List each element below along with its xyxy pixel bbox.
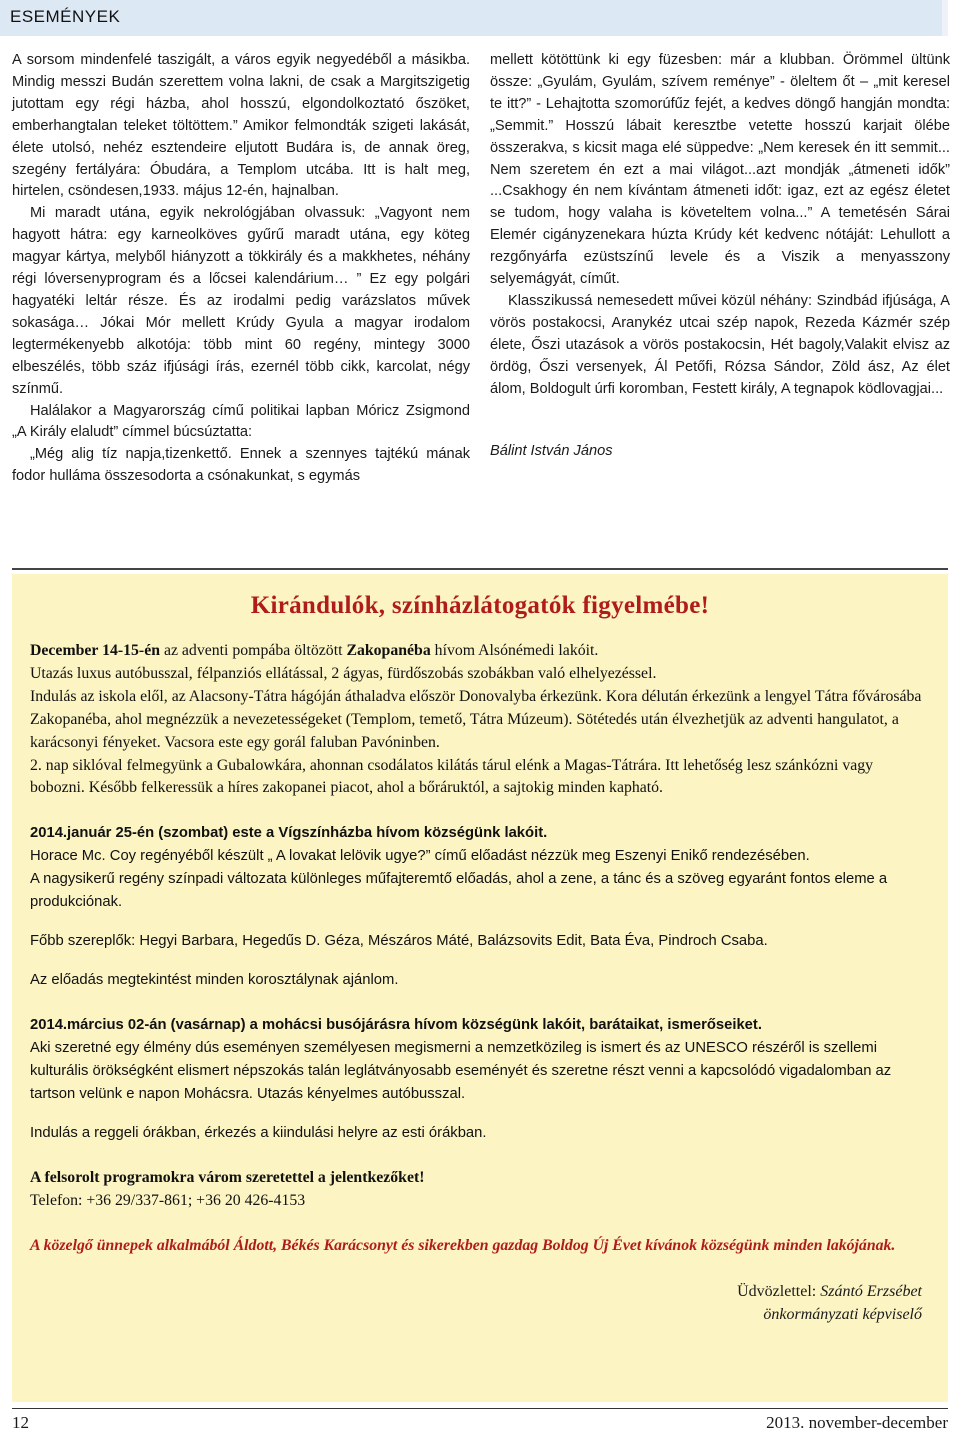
article-left-column (12, 50, 470, 488)
trip-paragraph: Utazás luxus autóbusszal, félpanziós ellátással, 2 ágyas, fürdőszobás szobákban való elhelyezéssel. (30, 664, 657, 682)
greeting-name: Szántó Erzsébet (820, 1283, 922, 1301)
mohacs-heading: 2014.március 02-án (vasárnap) a mohácsi busójárásra hívom községünk lakóit, barátaikat, ismerőseiket. (30, 1017, 762, 1034)
article-paragraph: „Még alig tíz napja,tizenkettő. Ennek a szennyes tajtékú mának fodor hulláma összesodorta a csónakunkat, s egymás (12, 446, 470, 485)
footer-divider (12, 1408, 948, 1409)
mohacs-departure: Indulás a reggeli órákban, érkezés a kiindulási helyre az esti órákban. (30, 1125, 487, 1142)
holiday-wish: A közelgő ünnepek alkalmából Áldott, Békés Karácsonyt és sikerekben gazdag Boldog Új Évet kívánok községünk minden lakójának. (30, 1237, 896, 1255)
article-paragraph: Klasszikussá nemesedett művei közül néhány: Szindbád ifjúsága, A vörös postakocsi, Aranykéz utcai szép napok, Rezeda Kázmér szép élete, Őszi utazások a vörös postakocsin, Hét bagoly,Valakit elvisz az ördög, Őszi versenyek, Ál Petőfi, Rózsa Sándor, Zöld ász, Az élet álom, Boldogult úrfi koromban, Festett király, A tegnapok ködlovagjai... (490, 292, 950, 397)
section-header-bar (0, 0, 948, 36)
theatre-paragraph: Horace Mc. Coy regényéből készült „ A lovakat lelövik ugye?” című előadást nézzük meg Eszenyi Enikő rendezésében. (30, 848, 810, 865)
trip-intro: December 14-15-én az adventi pompába öltözött Zakopanéba hívom Alsónémedi lakóit. (30, 642, 599, 659)
trip-paragraph: Indulás az iskola elől, az Alacsony-Tátra hágóján áthaladva először Donovalyba érkezünk. Kora délután érkezünk a lengyel Tátra fővárosába Zakopanéba, ahol megnézzük a nevezetességeket (Templom, temető, Tátra Múzeum). Sötétedés után élvezhetjük az adventi hangulatot, a karácsonyi fényeket. Vacsora este egy gorál faluban Pavóninben. (30, 687, 922, 751)
article-right-column (490, 50, 950, 462)
announcement-box (12, 574, 948, 1402)
theatre-heading: 2014.január 25-én (szombat) este a Vígszínházba hívom községünk lakóit. (30, 825, 548, 842)
contact-phone: Telefon: +36 29/337-861; +36 20 426-4153 (30, 1192, 306, 1210)
trip-paragraph: 2. nap siklóval felmegyünk a Gubalowkára, ahonnan csodálatos kilátás tárul elénk a Magas-Tátrára. Itt lehetőség lesz szánkózni vagy bobozni. Később felkeressük a híres zakopanei piacot, ahol a bőráruktól, a sajtokig minden kapható. (30, 756, 874, 797)
greeting-line: Üdvözlettel: Szántó Erzsébet (737, 1283, 922, 1301)
article-paragraph: Mi maradt utána, egyik nekrológjában olvassuk: „Vagyont nem hagyott hátra: egy karneolköves gyűrű maradt utána, egy köteg magyar kártya, melyből hiányzott a tökkirály és a makkhetes, néhány régi lóversenyprogram és a lőcsei kalendárium… ” Ez egy polgári hagyatéki leltár része. És az irodalmi pedig varázslatos művek sokasága… Jókai Mór mellett Krúdy Gyula a magyar irodalom legtermékenyebb alkotója: több mint 60 regény, mintegy 3000 elbeszélés, több száz ifjúsági írás, ezernél több cikk, karcolat, négy színmű. (12, 205, 470, 397)
announcement-title: Kirándulók, színházlátogatók figyelmébe! (250, 592, 710, 619)
greeting-role: önkormányzati képviselő (763, 1306, 922, 1324)
page-number: 12 (12, 1413, 29, 1432)
section-title: ESEMÉNYEK (10, 7, 121, 26)
contact-heading: A felsorolt programokra várom szeretettel a jelentkezőket! (30, 1169, 425, 1187)
section-divider (12, 568, 948, 570)
trip-date: December 14-15-én (30, 642, 160, 659)
issue-date: 2013. november-december (766, 1413, 948, 1432)
theatre-paragraph: A nagysikerű regény színpadi változata különleges műfajteremtő előadás, ahol a zene, a tánc és a szöveg egyaránt fontos eleme a produkciónak. (30, 871, 888, 911)
article-paragraph: A sorsom mindenfelé taszigált, a város egyik negyedéből a másikba. Mindig messzi Budán szerettem volna lakni, de csak a Margitszigetig jutottam egy régi házba, ahol hosszú, elgondolkoztató őszöket, emberhangtalan teleket töltöttem.” Amikor felmondták szigeti lakását, élete utolsó, nehéz esztendeire eljutott Budára is, de annak öreg, szegény fertályára: Óbudára, a Templom utcába. Itt is halt meg, hirtelen, csöndesen,1933. május 12-én, hajnalban. (12, 52, 470, 200)
mohacs-paragraph: Aki szeretné egy élmény dús eseményen személyesen megismerni a nemzetközileg is ismert és az UNESCO részéről is szellemi kulturális örökségként elismert népszokás talán leglátványosabb eseményét és szeretne részt venni a kapcsolódó vigadalomban az tartson velünk e napon Mohácsra. Utazás kényelmes autóbusszal. (30, 1040, 892, 1103)
article-author: Bálint István János (490, 442, 613, 459)
article-paragraph: mellett kötöttünk ki egy füzesben: már a klubban. Örömmel ültünk össze: „Gyulám, Gyulám, szívem reménye” - öleltem őt – „mit keresel te itt?” - Lehajtotta szomorúfűz fejét, a kedves döngő hangján mondta: „Semmit.” Hosszú lábait keresztbe vetette hosszú karjait ölébe összerakva, s kicsit maga elé süppedve: „Nem keresek én itt semmit... Nem szeretem én ezt a mai világot...azt mondják „átmeneti idők” ...Csakhogy én nem kívántam átmeneti időt: igaz, ezt az egész életet se tudom, hogy valaha is követeltem volna...” A temetésén Sárai Elemér cigányzenekara húzta Krúdy két kedvenc nótáját: Lehullott a rezgőnyárfa ezüstszínű levele és a Viszik a menyasszony selyemágyát, címűt. (490, 52, 950, 288)
trip-destination: Zakopanéba (346, 642, 431, 659)
article-paragraph: Halálakor a Magyarország című politikai lapban Móricz Zsigmond „A Király elaludt” címmel búcsúztatta: (12, 402, 470, 441)
theatre-cast: Főbb szereplők: Hegyi Barbara, Hegedűs D. Géza, Mészáros Máté, Balázsovits Edit, Bata Éva, Pindroch Csaba. (30, 933, 768, 950)
theatre-age: Az előadás megtekintést minden korosztálynak ajánlom. (30, 972, 399, 989)
